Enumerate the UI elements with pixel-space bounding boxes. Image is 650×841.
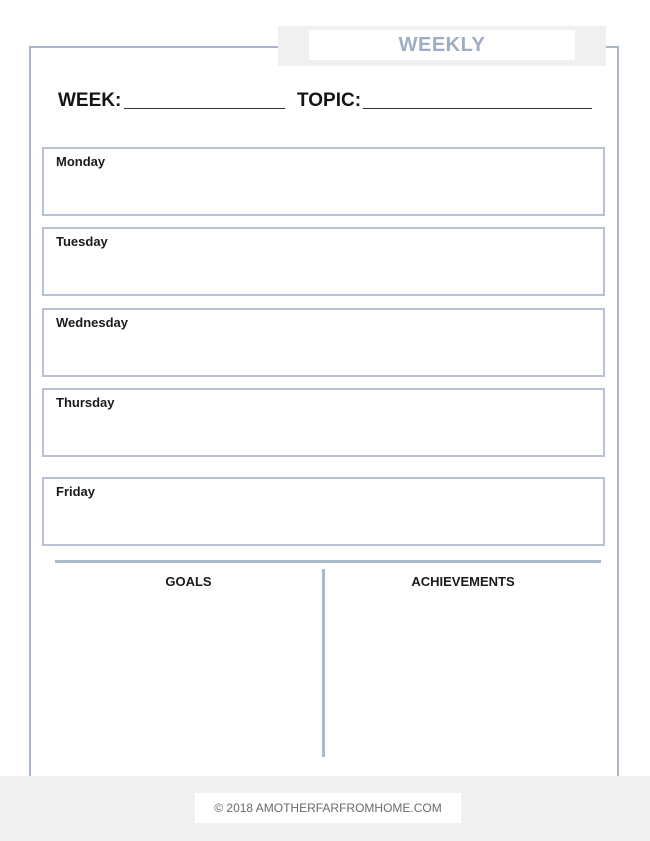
column-divider xyxy=(322,569,325,757)
day-box-friday[interactable] xyxy=(42,477,605,546)
day-label: Wednesday xyxy=(56,315,129,330)
week-label: WEEK: xyxy=(58,90,122,111)
topic-field[interactable] xyxy=(363,108,592,109)
achievements-heading: ACHIEVEMENTS xyxy=(411,574,515,589)
day-box-monday[interactable] xyxy=(42,147,605,216)
day-box-wednesday[interactable] xyxy=(42,308,605,377)
section-divider xyxy=(55,560,601,563)
day-box-thursday[interactable] xyxy=(42,388,605,457)
day-box-tuesday[interactable] xyxy=(42,227,605,296)
goals-heading: GOALS xyxy=(165,574,212,589)
footer-band xyxy=(0,776,650,841)
topic-label: TOPIC: xyxy=(297,90,362,111)
week-field[interactable] xyxy=(124,108,285,109)
day-label: Tuesday xyxy=(56,234,108,249)
day-label: Monday xyxy=(56,154,106,169)
page-title: WEEKLY xyxy=(309,30,575,60)
header-row xyxy=(58,90,598,116)
day-label: Thursday xyxy=(56,395,115,410)
title-band xyxy=(278,26,606,66)
day-label: Friday xyxy=(56,484,96,499)
copyright-text: © 2018 AMOTHERFARFROMHOME.COM xyxy=(195,793,461,823)
